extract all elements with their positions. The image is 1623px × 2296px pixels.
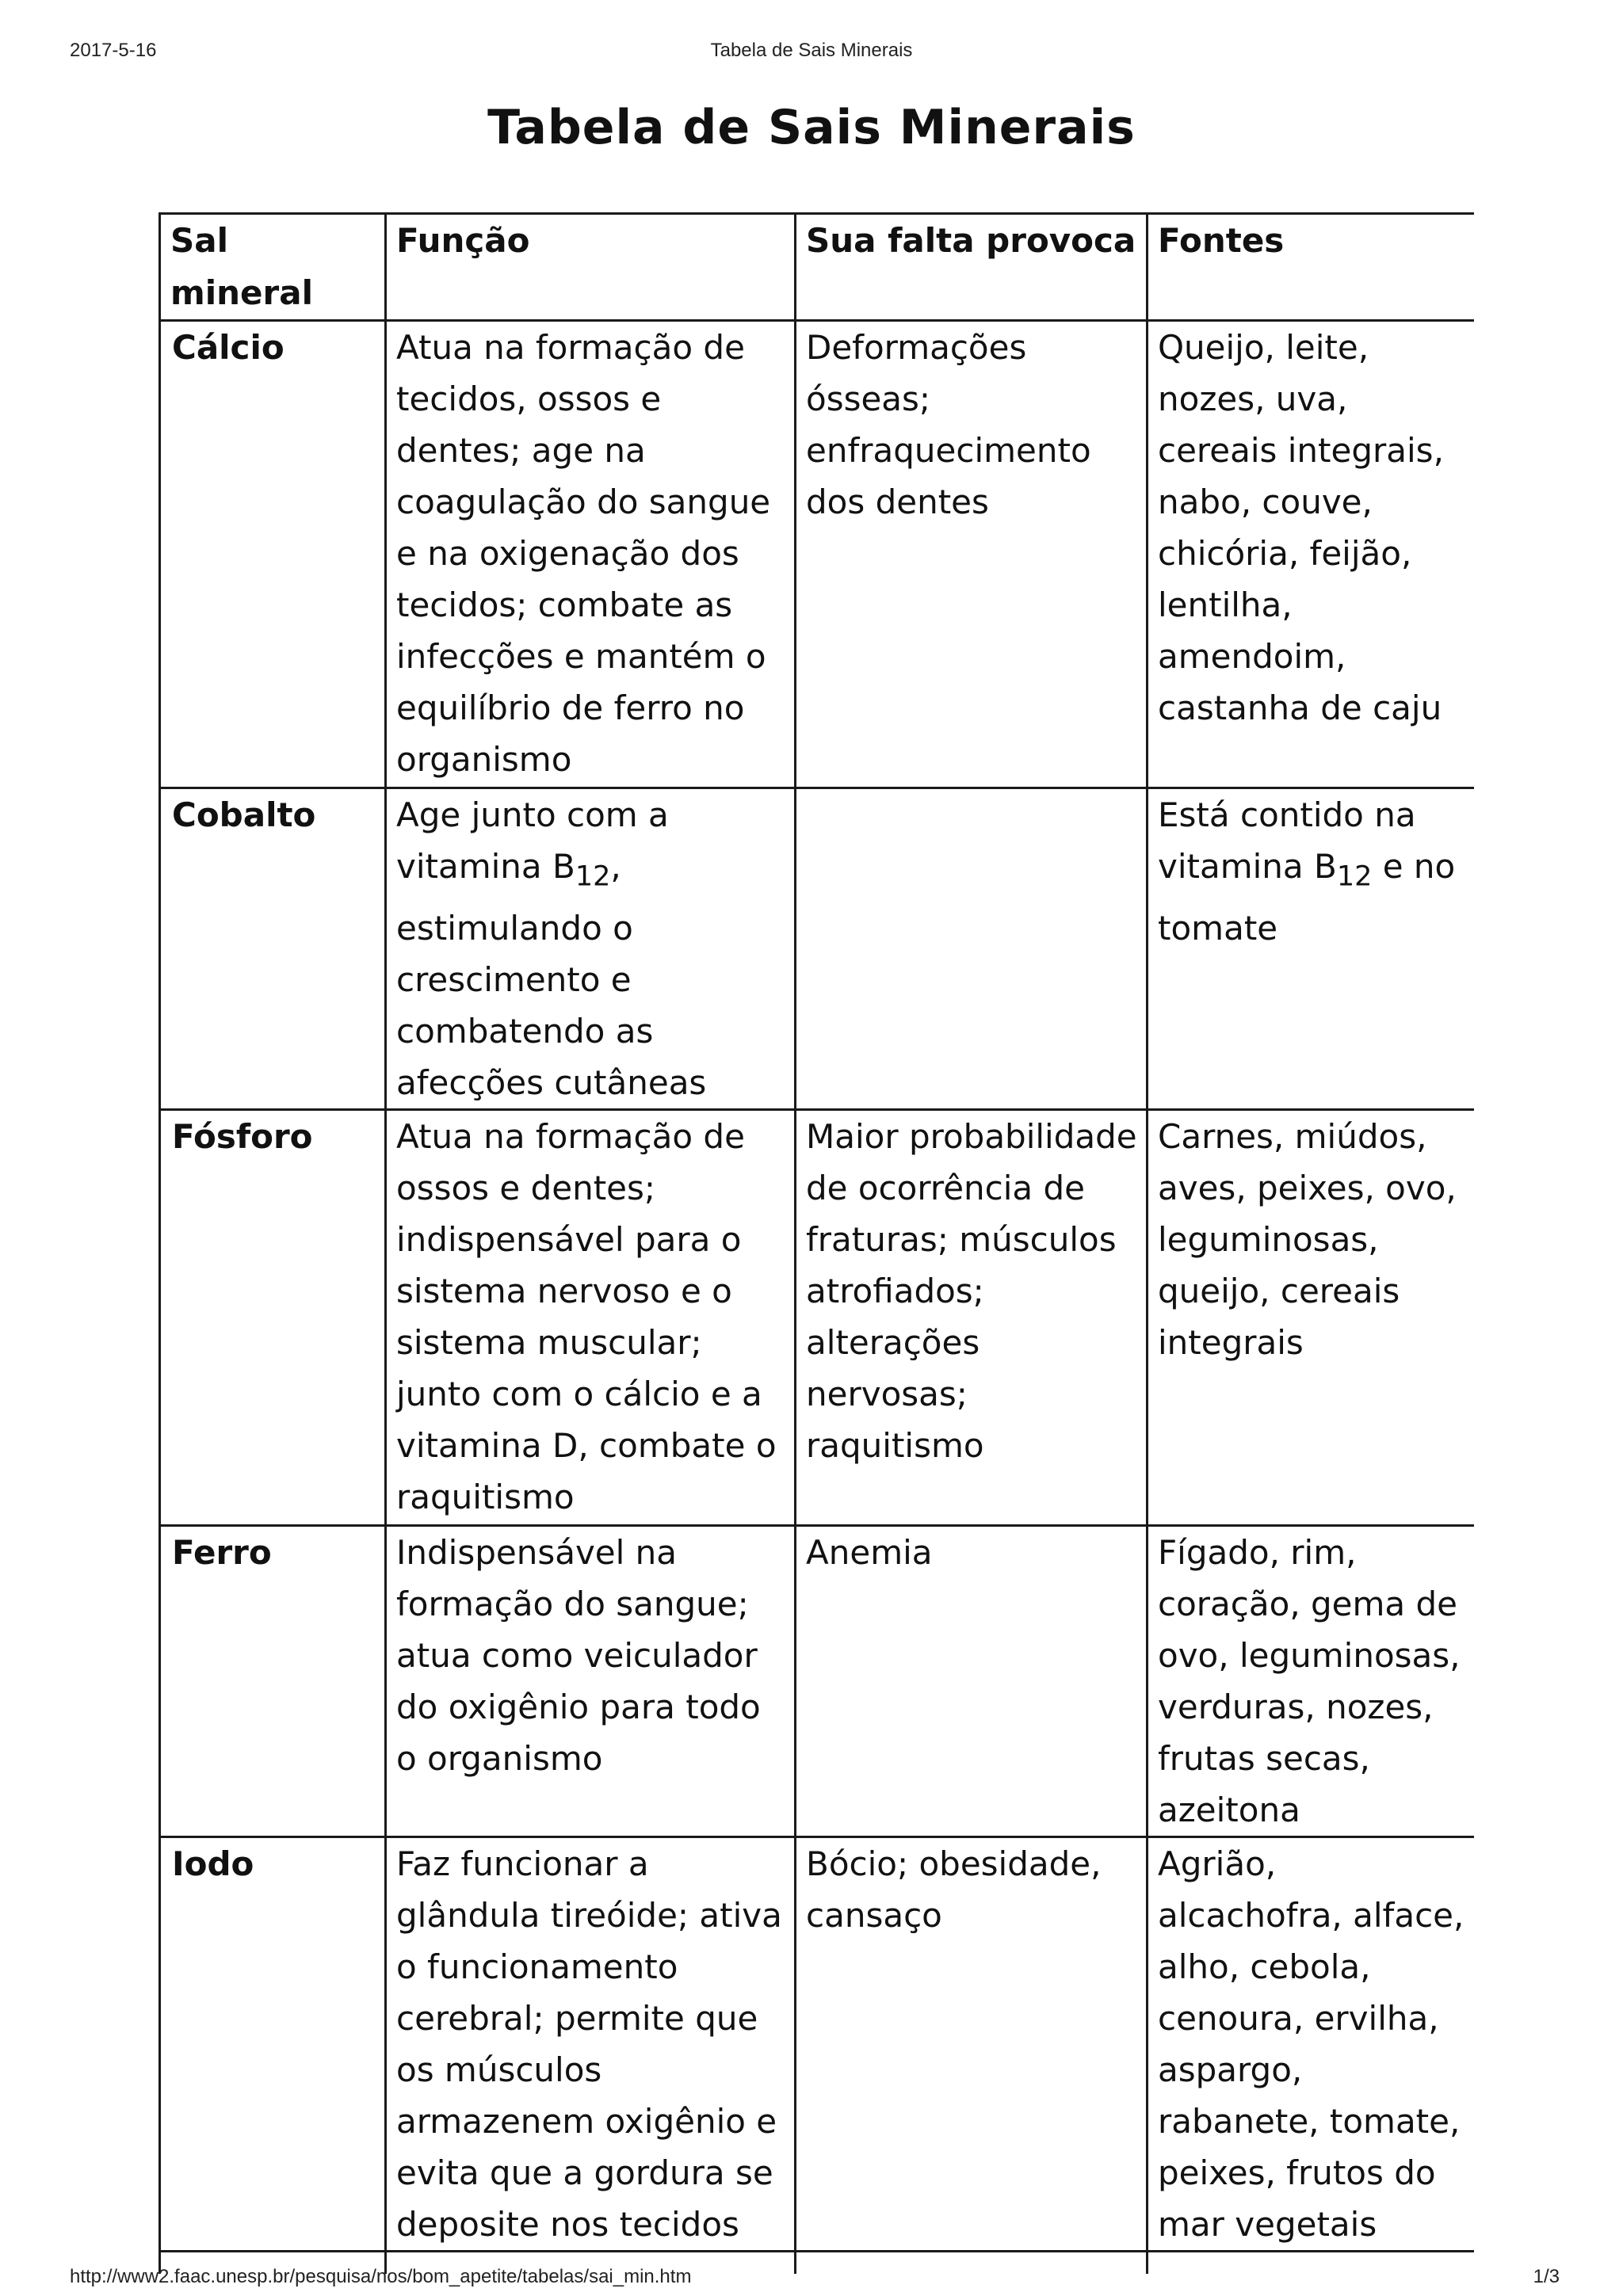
table-row-calcio [160,321,1475,788]
empty-cell [796,2252,1148,2274]
column-header-mineral: Sal mineral [160,214,386,321]
empty-cell [1148,2252,1475,2274]
minerals-table [158,212,1474,2274]
fontes-cell: Queijo, leite, nozes, uva, cereais integrais, nabo, couve, chicória, feijão, lentilha, amendoim, castanha de caju [1148,321,1475,788]
table-row-fosforo [160,1110,1475,1526]
mineral-name: Iodo [160,1837,386,2252]
minerals-table-container [158,212,1474,2274]
mineral-name: Ferro [160,1526,386,1837]
funcao-cell: Indispensável na formação do sangue; atua como veiculador do oxigênio para todo o organismo [386,1526,796,1837]
funcao-cell: Faz funcionar a glândula tireóide; ativa o funcionamento cerebral; permite que os músculos armazenem oxigênio e evita que a gordura se deposite nos tecidos [386,1837,796,2252]
mineral-name: Cobalto [160,788,386,1110]
falta-cell: Maior probabilidade de ocorrência de fraturas; músculos atrofiados; alterações nervosas; raquitismo [796,1110,1148,1526]
mineral-name: Fósforo [160,1110,386,1526]
table-header-row [160,214,1475,321]
header-doc-title: Tabela de Sais Minerais [710,40,913,61]
falta-cell: Deformações ósseas; enfraquecimento dos dentes [796,321,1148,788]
fontes-cell: Agrião, alcachofra, alface, alho, cebola, cenoura, ervilha, aspargo, rabanete, tomate, peixes, frutos do mar vegetais [1148,1837,1475,2252]
table-row-ferro [160,1526,1475,1837]
fontes-cell: Carnes, miúdos, aves, peixes, ovo, leguminosas, queijo, cereais integrais [1148,1110,1475,1526]
footer-page-number: 1/3 [1533,2266,1560,2287]
fontes-text: Está contido na vitamina B [1158,795,1416,886]
column-header-falta: Sua falta provoca [796,214,1148,321]
mineral-name: Cálcio [160,321,386,788]
fontes-text-cont: e no tomate [1158,847,1456,948]
page-title: Tabela de Sais Minerais [487,100,1136,155]
header-date: 2017-5-16 [70,40,157,61]
subscript: 12 [575,860,611,893]
fontes-cell: Fígado, rim, coração, gema de ovo, leguminosas, verduras, nozes, frutas secas, azeitona [1148,1526,1475,1837]
falta-cell: Bócio; obesidade, cansaço [796,1837,1148,2252]
falta-cell [796,788,1148,1110]
subscript: 12 [1336,860,1373,893]
fontes-cell [1148,788,1475,1110]
funcao-cell [386,788,796,1110]
table-row-cobalto [160,788,1475,1110]
funcao-text-cont: , estimulando o crescimento e combatendo as afecções cutâneas [396,847,707,1103]
funcao-cell: Atua na formação de tecidos, ossos e dentes; age na coagulação do sangue e na oxigenação dos tecidos; combate as infecções e mantém o equilíbrio de ferro no organismo [386,321,796,788]
funcao-text: Age junto com a vitamina B [396,795,669,886]
funcao-cell: Atua na formação de ossos e dentes; indispensável para o sistema nervoso e o sistema muscular; junto com o cálcio e a vitamina D, combate o raquitismo [386,1110,796,1526]
footer-url: http://www2.faac.unesp.br/pesquisa/nos/bom_apetite/tabelas/sai_min.htm [70,2266,692,2287]
falta-cell: Anemia [796,1526,1148,1837]
column-header-fontes: Fontes [1148,214,1475,321]
table-row-iodo [160,1837,1475,2252]
column-header-funcao: Função [386,214,796,321]
